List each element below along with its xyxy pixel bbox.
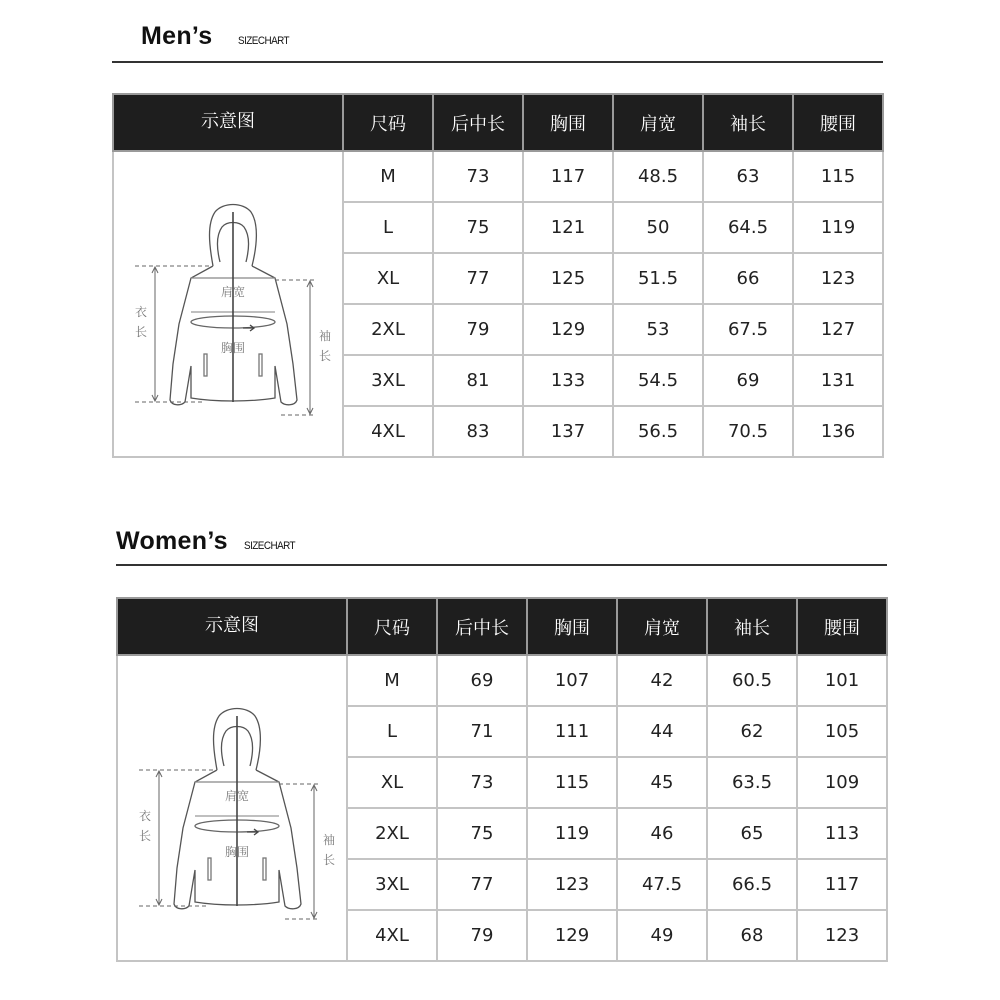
column-header: 肩宽 (617, 598, 707, 655)
measurement-cell: 123 (797, 910, 887, 961)
measurement-cell: 79 (433, 304, 523, 355)
measurement-cell: 115 (793, 151, 883, 202)
column-header: 袖长 (703, 94, 793, 151)
measurement-cell: 56.5 (613, 406, 703, 457)
column-header: 肩宽 (613, 94, 703, 151)
chest-label: 胸围 (220, 341, 246, 355)
measurement-cell: 70.5 (703, 406, 793, 457)
size-cell: 4XL (343, 406, 433, 457)
body-length-label-1: 衣 (134, 305, 148, 319)
column-header: 胸围 (523, 94, 613, 151)
measurement-cell: 65 (707, 808, 797, 859)
mens-divider (112, 61, 883, 63)
mens-header-row (113, 94, 883, 151)
measurement-cell: 69 (703, 355, 793, 406)
measurement-cell: 60.5 (707, 655, 797, 706)
measurement-cell: 67.5 (703, 304, 793, 355)
column-header: 袖长 (707, 598, 797, 655)
womens-title-row (116, 527, 301, 556)
measurement-cell: 117 (523, 151, 613, 202)
size-cell: XL (343, 253, 433, 304)
column-header: 后中长 (433, 94, 523, 151)
sleeve-length-label-2: 长 (318, 349, 332, 363)
header-diagram: 示意图 (117, 598, 347, 655)
womens-subtitle: SIZECHART (243, 540, 295, 552)
measurement-cell: 77 (433, 253, 523, 304)
size-cell: 3XL (343, 355, 433, 406)
body-length-label-1: 衣 (138, 809, 152, 823)
measurement-cell: 42 (617, 655, 707, 706)
measurement-cell: 119 (793, 202, 883, 253)
body-length-label-2: 长 (138, 829, 152, 843)
measurement-cell: 121 (523, 202, 613, 253)
measurement-cell: 75 (433, 202, 523, 253)
size-cell: M (347, 655, 437, 706)
header-diagram: 示意图 (113, 94, 343, 151)
column-header: 腰围 (793, 94, 883, 151)
womens-size-table (116, 597, 888, 962)
chest-label: 胸围 (224, 845, 250, 859)
size-cell: XL (347, 757, 437, 808)
table-row (117, 655, 887, 706)
column-header: 腰围 (797, 598, 887, 655)
size-cell: L (347, 706, 437, 757)
column-header: 后中长 (437, 598, 527, 655)
measurement-cell: 137 (523, 406, 613, 457)
diagram-cell (117, 655, 347, 961)
measurement-cell: 107 (527, 655, 617, 706)
mens-title-row (141, 22, 295, 51)
size-cell: L (343, 202, 433, 253)
measurement-cell: 49 (617, 910, 707, 961)
womens-header-row (117, 598, 887, 655)
sleeve-length-label-1: 袖 (318, 329, 332, 343)
measurement-cell: 115 (527, 757, 617, 808)
womens-divider (116, 564, 887, 566)
measurement-cell: 71 (437, 706, 527, 757)
sleeve-length-label-2: 长 (322, 853, 336, 867)
measurement-cell: 53 (613, 304, 703, 355)
measurement-cell: 113 (797, 808, 887, 859)
measurement-cell: 77 (437, 859, 527, 910)
measurement-cell: 48.5 (613, 151, 703, 202)
measurement-cell: 133 (523, 355, 613, 406)
measurement-cell: 68 (707, 910, 797, 961)
measurement-cell: 51.5 (613, 253, 703, 304)
measurement-cell: 125 (523, 253, 613, 304)
mens-size-table (112, 93, 884, 458)
shoulder-width-label: 肩宽 (224, 789, 250, 803)
measurement-cell: 109 (797, 757, 887, 808)
measurement-cell: 63 (703, 151, 793, 202)
measurement-cell: 47.5 (617, 859, 707, 910)
measurement-cell: 81 (433, 355, 523, 406)
measurement-cell: 54.5 (613, 355, 703, 406)
measurement-cell: 50 (613, 202, 703, 253)
sleeve-length-label-1: 袖 (322, 833, 336, 847)
jacket-measurement-diagram (119, 658, 345, 958)
measurement-cell: 117 (797, 859, 887, 910)
size-cell: 2XL (343, 304, 433, 355)
shoulder-width-label: 肩宽 (220, 285, 246, 299)
measurement-cell: 129 (527, 910, 617, 961)
diagram-cell (113, 151, 343, 457)
measurement-cell: 119 (527, 808, 617, 859)
measurement-cell: 46 (617, 808, 707, 859)
measurement-cell: 83 (433, 406, 523, 457)
measurement-cell: 63.5 (707, 757, 797, 808)
column-header: 尺码 (343, 94, 433, 151)
womens-title: Women’s (116, 527, 228, 555)
jacket-measurement-diagram (115, 154, 341, 454)
size-cell: 2XL (347, 808, 437, 859)
measurement-cell: 45 (617, 757, 707, 808)
body-length-label-2: 长 (134, 325, 148, 339)
measurement-cell: 123 (793, 253, 883, 304)
size-cell: M (343, 151, 433, 202)
measurement-cell: 123 (527, 859, 617, 910)
measurement-cell: 73 (433, 151, 523, 202)
measurement-cell: 101 (797, 655, 887, 706)
measurement-cell: 131 (793, 355, 883, 406)
measurement-cell: 69 (437, 655, 527, 706)
jacket-outline (170, 205, 297, 405)
measurement-cell: 136 (793, 406, 883, 457)
measurement-cell: 62 (707, 706, 797, 757)
measurement-cell: 127 (793, 304, 883, 355)
column-header: 胸围 (527, 598, 617, 655)
measurement-cell: 129 (523, 304, 613, 355)
measurement-cell: 75 (437, 808, 527, 859)
jacket-outline (174, 709, 301, 909)
mens-subtitle: SIZECHART (238, 35, 290, 47)
measurement-cell: 79 (437, 910, 527, 961)
measurement-cell: 44 (617, 706, 707, 757)
size-cell: 4XL (347, 910, 437, 961)
measurement-cell: 64.5 (703, 202, 793, 253)
size-cell: 3XL (347, 859, 437, 910)
measurement-cell: 66 (703, 253, 793, 304)
measurement-cell: 66.5 (707, 859, 797, 910)
column-header: 尺码 (347, 598, 437, 655)
table-row (113, 151, 883, 202)
mens-title: Men’s (141, 22, 213, 50)
measurement-cell: 111 (527, 706, 617, 757)
measurement-cell: 105 (797, 706, 887, 757)
measurement-cell: 73 (437, 757, 527, 808)
